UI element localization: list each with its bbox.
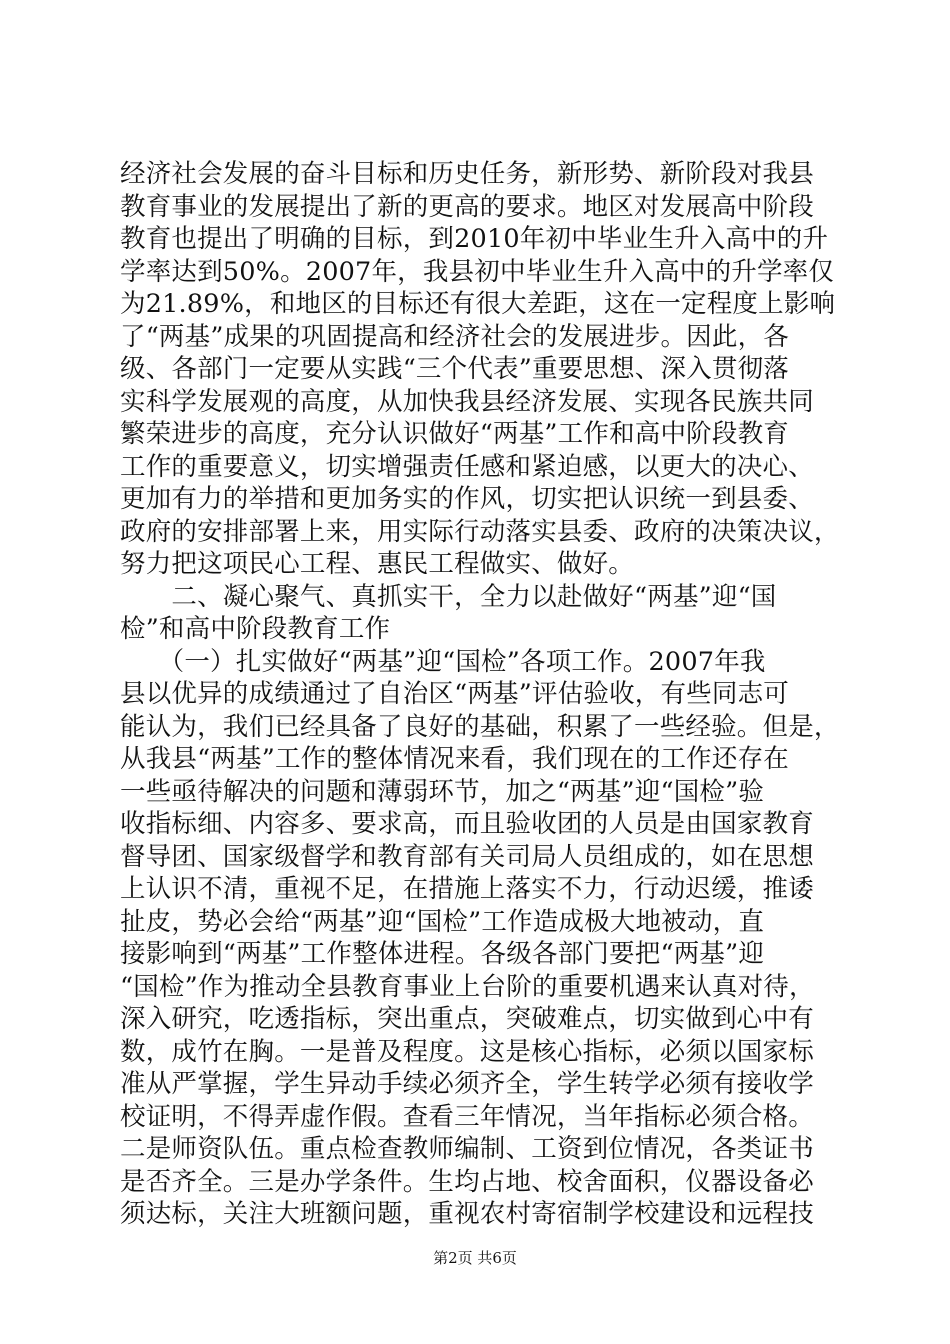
text-line: 准从严掌握，学生异动手续必须齐全，学生转学必须有接收学 [120,1069,814,1099]
section-heading-line: 检”和高中阶段教育工作 [120,614,391,644]
text-line: 教育事业的发展提出了新的更高的要求。地区对发展高中阶段 [120,191,814,222]
text-line: 经济社会发展的奋斗目标和历史任务，新形势、新阶段对我县 [120,159,814,189]
text-line: 督导团、国家级督学和教育部有关司局人员组成的，如在思想 [120,841,814,872]
text-line: 扯皮，势必会给“两基”迎“国检”工作造成极大地被动，直 [120,906,765,937]
text-line: 了“两基”成果的巩固提高和经济社会的发展进步。因此，各 [120,321,789,352]
text-line: 数，成竹在胸。一是普及程度。这是核心指标，必须以国家标 [120,1036,814,1067]
text-line: 政府的安排部署上来，用实际行动落实县委、政府的决策决议， [120,516,840,547]
text-line: 接影响到“两基”工作整体进程。各级各部门要把“两基”迎 [120,939,765,969]
text-line: “国检”作为推动全县教育事业上台阶的重要机遇来认真对待， [120,971,815,1002]
text-line: 从我县“两基”工作的整体情况来看，我们现在的工作还存在 [120,744,789,774]
text-line: 学率达到50%。2007年，我县初中毕业生升入高中的升学率仅 [120,256,835,287]
text-line: 县以优异的成绩通过了自治区“两基”评估验收，有些同志可 [120,679,789,709]
text-line: 繁荣进步的高度，充分认识做好“两基”工作和高中阶段教育 [120,419,789,449]
text-line: 实科学发展观的高度，从加快我县经济发展、实现各民族共同 [120,386,814,417]
body-text [120,158,840,1231]
text-line: 是否齐全。三是办学条件。生均占地、校舍面积，仪器设备必 [120,1166,814,1197]
text-line: 须达标，关注大班额问题，重视农村寄宿制学校建设和远程技 [120,1199,814,1229]
text-line: 努力把这项民心工程、惠民工程做实、做好。 [120,549,635,579]
text-line: 能认为，我们已经具备了良好的基础，积累了一些经验。但是， [120,711,840,742]
text-line: 为21.89%，和地区的目标还有很大差距，这在一定程度上影响 [120,289,836,319]
text-line: 上认识不清，重视不足，在措施上落实不力，行动迟缓，推诿 [120,874,814,904]
text-line: （一）扎实做好“两基”迎“国检”各项工作。2007年我 [120,646,766,677]
text-line: 二是师资队伍。重点检查教师编制、工资到位情况，各类证书 [120,1134,814,1164]
section-heading-line: 二、凝心聚气、真抓实干，全力以赴做好“两基”迎“国 [120,581,777,612]
text-line: 级、各部门一定要从实践“三个代表”重要思想、深入贯彻落 [120,354,789,384]
text-line: 更加有力的举措和更加务实的作风，切实把认识统一到县委、 [120,484,814,514]
text-line: 工作的重要意义，切实增强责任感和紧迫感，以更大的决心、 [120,451,814,482]
text-line: 一些亟待解决的问题和薄弱环节，加之“两基”迎“国检”验 [120,776,765,807]
page-number-footer: 第2页 共6页 [433,1249,517,1267]
text-line: 收指标细、内容多、要求高，而且验收团的人员是由国家教育 [120,809,814,839]
text-line: 教育也提出了明确的目标，到2010年初中毕业生升入高中的升 [120,224,829,254]
text-line: 校证明，不得弄虚作假。查看三年情况，当年指标必须合格。 [120,1101,814,1132]
text-line: 深入研究，吃透指标，突出重点，突破难点，切实做到心中有 [120,1004,814,1034]
